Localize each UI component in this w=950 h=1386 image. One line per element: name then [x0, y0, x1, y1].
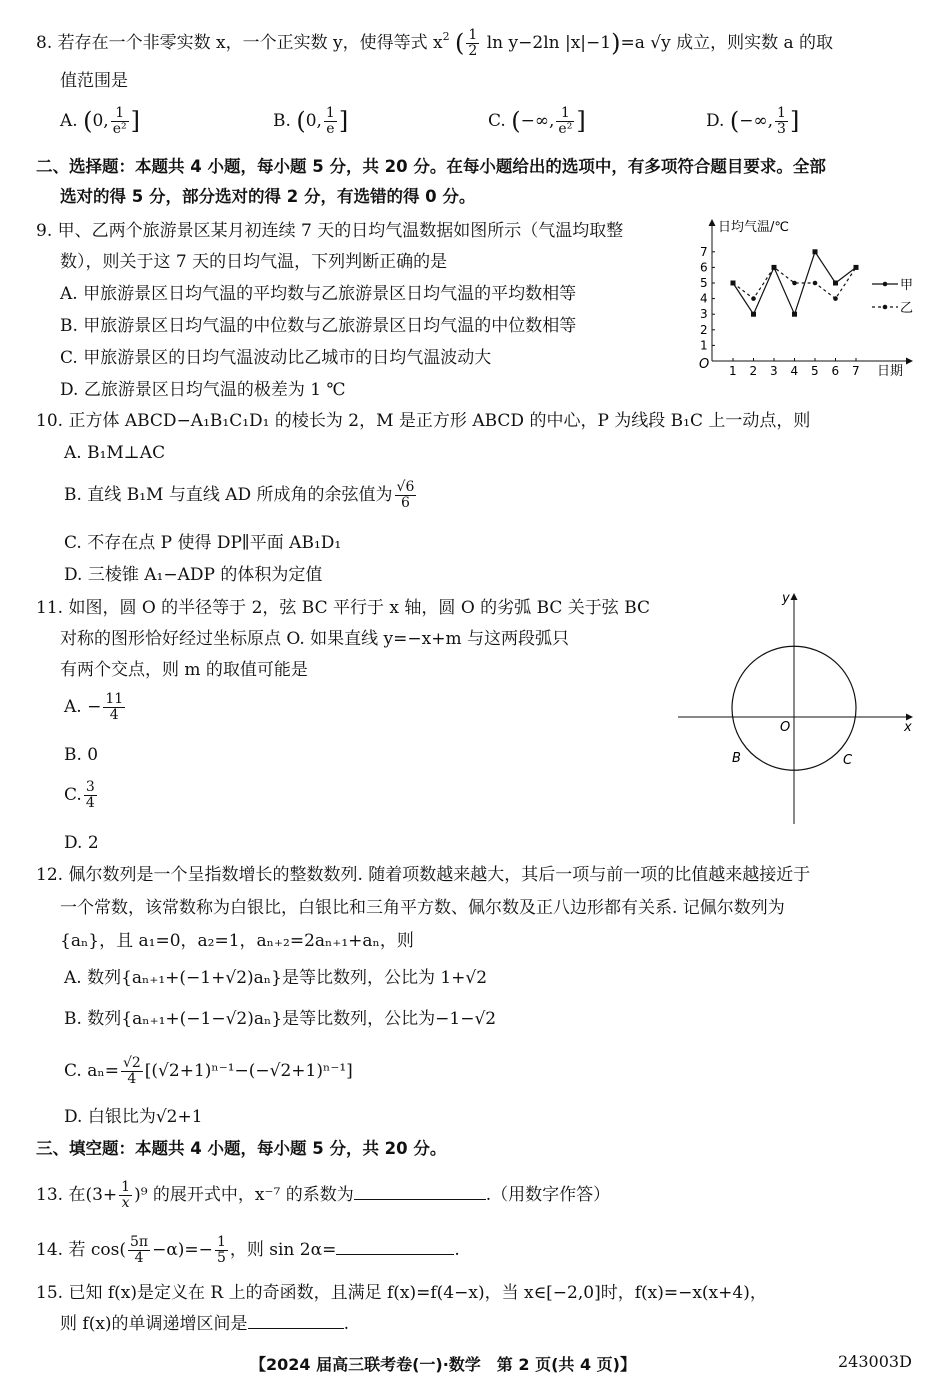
q9-option-d: D. 乙旅游景区日均气温的极差为 1 ℃	[60, 380, 346, 400]
q12-option-d: D. 白银比为√2+1	[64, 1107, 203, 1127]
q11-label-y: y	[782, 591, 790, 606]
q9-ytick-label-3: 3	[700, 307, 708, 322]
q9-ytick-label-1: 1	[700, 338, 708, 353]
q9-xtick-label-3: 3	[770, 364, 778, 378]
q11-label-b: B	[732, 751, 741, 766]
q11-circle-figure	[678, 590, 918, 826]
q9-ytick-label-7: 7	[700, 244, 708, 259]
q10-option-d: D. 三棱锥 A₁−ADP 的体积为定值	[64, 565, 323, 585]
q9-xtick-label-7: 7	[852, 364, 860, 378]
q9-point-yi-5	[813, 281, 818, 286]
q8-text-c: =a √y 成立，则实数 a 的取	[620, 33, 834, 53]
q9-option-a: A. 甲旅游景区日均气温的平均数与乙旅游景区日均气温的平均数相等	[60, 284, 577, 304]
q11-label-c: C	[843, 753, 853, 768]
q11-line1: 11. 如图，圆 O 的半径等于 2，弦 BC 平行于 x 轴，圆 O 的劣弧 BC 关于弦 BC	[36, 598, 651, 618]
q9-legend-yi: 乙	[900, 301, 914, 316]
q12-option-a: A. 数列{aₙ₊₁+(−1+√2)aₙ}是等比数列，公比为 1+√2	[64, 968, 488, 988]
q11-label-o: O	[780, 720, 791, 735]
q9-point-jia-5	[813, 249, 818, 254]
q13: 13. 在(3+ $\frac{1}{x}$ )⁹ 的展开式中，x⁻⁷ 的系数为 .（用数字作答）	[36, 1179, 611, 1211]
q8-text-a: 8. 若存在一个非零实数 x，一个正实数 y，使得等式 x	[36, 33, 443, 53]
q10-option-a: A. B₁M⊥AC	[64, 443, 166, 463]
q12-line3: {aₙ}，且 a₁=0，a₂=1，aₙ₊₂=2aₙ₊₁+aₙ，则	[60, 931, 414, 951]
q9-point-jia-6	[833, 281, 838, 286]
q9-temperature-chart	[694, 214, 916, 378]
q9-xtick-label-6: 6	[831, 364, 840, 378]
q9-chart-title: 日均气温/℃	[718, 220, 789, 235]
q14: 14. 若 cos( $\frac{5\pi}{4}$ −α)=− $\frac{1}{5}$ ，则 sin 2α= .	[36, 1234, 460, 1266]
section3-heading: 三、填空题：本题共 4 小题，每小题 5 分，共 20 分。	[36, 1139, 447, 1158]
q15-line1: 15. 已知 f(x)是定义在 R 上的奇函数，且满足 f(x)=f(4−x)，当 x∈[−2,0]时，f(x)=−x(x+4)，	[36, 1283, 767, 1303]
q9-point-yi-6	[833, 296, 838, 301]
footer-code: 243003D	[838, 1352, 912, 1371]
q9-point-yi-3	[772, 265, 777, 270]
q10-option-c: C. 不存在点 P 使得 DP∥平面 AB₁D₁	[64, 533, 342, 553]
section2-heading-cont: 选对的得 5 分，部分选对的得 2 分，有选错的得 0 分。	[60, 187, 476, 206]
q8-line1: 8. 若存在一个非零实数 x，一个正实数 y，使得等式 $x^2$ ( $\frac{1}{2}$ ln y−2ln |x|−1)=a √y 成立，则实数 a 的取	[36, 27, 834, 59]
q13-answer-blank[interactable]	[354, 1199, 486, 1200]
q11-label-x: x	[904, 720, 912, 735]
q9-chart-origin: O	[699, 357, 710, 372]
q8-line2: 值范围是	[60, 71, 128, 91]
q8-text-b: ln y−2ln |x|−1	[486, 33, 612, 53]
q8-option-c: C. (−∞, $\frac{1}{\text{e²}}$ ]	[488, 105, 586, 137]
q9-point-yi-7	[854, 265, 859, 270]
q11-option-b: B. 0	[64, 745, 99, 765]
q9-point-yi-4	[792, 281, 797, 286]
q9-xtick-label-4: 4	[790, 364, 799, 378]
q11-option-c: C. $\frac{3}{4}$	[64, 779, 95, 811]
q9-chart-legend	[872, 278, 913, 316]
q12-line2: 一个常数，该常数称为白银比，白银比和三角平方数、佩尔数及正八边形都有关系. 记佩尔数列为	[60, 898, 785, 918]
section2-heading: 二、选择题：本题共 4 小题，每小题 5 分，共 20 分。在每小题给出的选项中，有多项符合题目要求。全部	[36, 157, 826, 176]
q9-line2: 数），则关于这 7 天的日均气温，下列判断正确的是	[60, 252, 448, 272]
q9-point-yi-2	[751, 296, 756, 301]
q9-ytick-label-4: 4	[700, 291, 708, 306]
q12-option-b: B. 数列{aₙ₊₁+(−1−√2)aₙ}是等比数列，公比为−1−√2	[64, 1009, 497, 1029]
q9-ytick-label-2: 2	[700, 322, 708, 337]
q15-answer-blank[interactable]	[248, 1328, 344, 1329]
q9-xtick-label-5: 5	[811, 364, 819, 378]
q9-point-jia-2	[751, 312, 756, 317]
q9-ytick-label-6: 6	[700, 260, 708, 275]
q11-line3: 有两个交点，则 m 的取值可能是	[60, 660, 308, 680]
q10-line1: 10. 正方体 ABCD−A₁B₁C₁D₁ 的棱长为 2，M 是正方形 ABCD 的中心，P 为线段 B₁C 上一动点，则	[36, 411, 811, 431]
q12-option-c: C. aₙ= $\frac{√2}{4}$ [(√2+1)ⁿ⁻¹−(−√2+1)ⁿ⁻¹]	[64, 1055, 353, 1087]
q8-option-a: A. (0, $\frac{1}{\text{e²}}$ ]	[60, 105, 140, 137]
q8-half: $\frac{1}{2}$	[468, 27, 478, 59]
q9-ytick-label-5: 5	[700, 276, 708, 290]
q9-point-yi-1	[731, 281, 736, 286]
q9-chart-xlabel: 日期	[877, 364, 904, 378]
q11-line2: 对称的图形恰好经过坐标原点 O. 如果直线 y=−x+m 与这两段弧只	[60, 629, 570, 649]
q11-option-d: D. 2	[64, 833, 99, 853]
q9-xtick-label-1: 1	[729, 364, 737, 378]
q9-line1: 9. 甲、乙两个旅游景区某月初连续 7 天的日均气温数据如图所示（气温均取整	[36, 221, 624, 241]
q8-option-b: B. (0, $\frac{1}{e}$ ]	[273, 105, 349, 137]
footer-title: 【2024 届高三联考卷(一)·数学 第 2 页(共 4 页)】	[250, 1355, 636, 1374]
q8-option-d: D. (−∞, $\frac{1}{3}$ ]	[706, 105, 800, 137]
q15-line2: 则 f(x)的单调递增区间是 .	[60, 1314, 349, 1334]
q12-line1: 12. 佩尔数列是一个呈指数增长的整数数列. 随着项数越来越大，其后一项与前一项的比值越来越接近于	[36, 865, 811, 885]
q10-option-b: B. 直线 B₁M 与直线 AD 所成角的余弦值为 $\frac{√6}{6}$	[64, 479, 415, 511]
q9-point-jia-4	[792, 312, 797, 317]
q14-answer-blank[interactable]	[336, 1254, 454, 1255]
q9-legend-jia: 甲	[900, 278, 914, 293]
q9-xtick-label-2: 2	[749, 364, 758, 378]
q9-option-c: C. 甲旅游景区的日均气温波动比乙城市的日均气温波动大	[60, 348, 492, 368]
q9-option-b: B. 甲旅游景区日均气温的中位数与乙旅游景区日均气温的中位数相等	[60, 316, 577, 336]
q11-option-a: A. − $\frac{11}{4}$	[64, 691, 124, 723]
